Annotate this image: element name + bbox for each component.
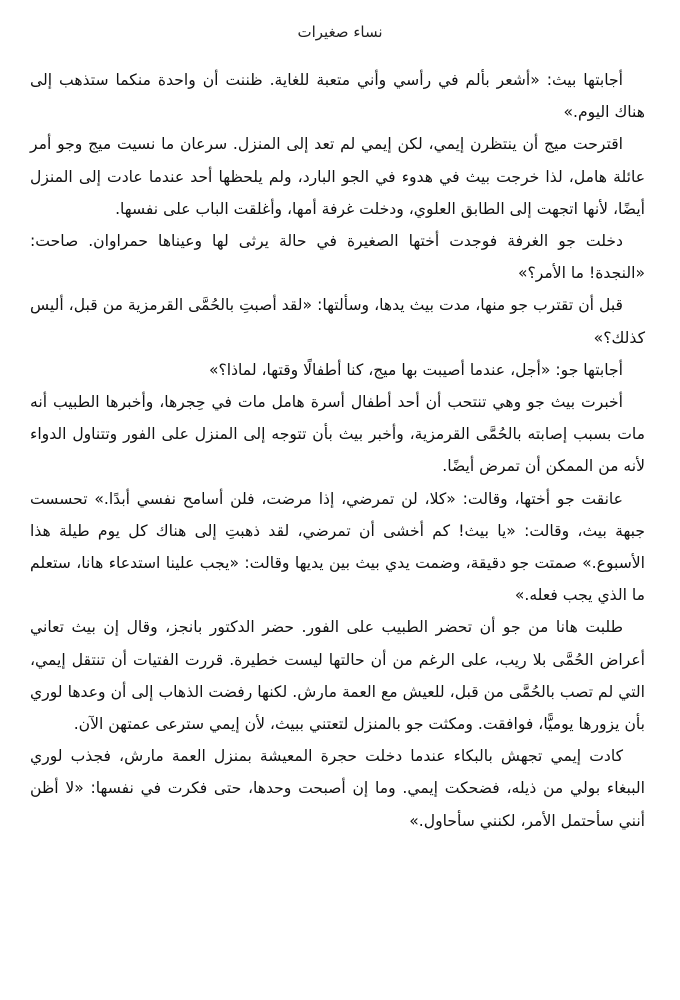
paragraph: عانقت جو أختها، وقالت: «كلا، لن تمرضي، إذا مرضت، فلن أسامح نفسي أبدًا.» تحسست جبهة بيث، وقالت: «يا بيث! كم أخشى أن تمرضي، لقد ذهبتِ إلى هناك كل يوم طيلة هذا الأسبوع.» صمتت جو دقيقة، وضمت يدي بيث بين يديها وقالت: «يجب علينا استدعاء هانا، ستعلم ما الذي يجب فعله.» <box>30 489 645 605</box>
paragraph: أجابتها جو: «أجل، عندما أصيبت بها ميج، كنا أطفالًا وقتها، لماذا؟» <box>208 360 623 379</box>
body-text <box>30 64 645 837</box>
paragraph: دخلت جو الغرفة فوجدت أختها الصغيرة في حالة يرثى لها وعيناها حمراوان. صاحت: «النجدة! ما الأمر؟» <box>30 232 645 283</box>
paragraph: أجابتها بيث: «أشعر بألم في رأسي وأني متعبة للغاية. ظننت أن واحدة منكما ستذهب إلى هناك اليوم.» <box>30 71 645 122</box>
running-title: نساء صغيرات <box>297 23 383 41</box>
paragraph: طلبت هانا من جو أن تحضر الطبيب على الفور. حضر الدكتور بانجز، وقال إن بيث تعاني أعراض الحُمَّى بلا ريب، على الرغم من أن حالتها ليست خطيرة. قررت الفتيات أن تنتقل إيمي، التي لم تصب بالحُمَّى من قبل، للعيش مع العمة مارش. لكنها رفضت الذهاب إلى أن وعدها لوري بأن يزورها يوميًّا، فوافقت. ومكثت جو بالمنزل لتعتني ببيث، لأن إيمي سترعى عمتهن الآن. <box>30 618 645 734</box>
paragraph: أخبرت بيث جو وهي تنتحب أن أحد أطفال أسرة هامل مات في حِجرها، وأخبرها الطبيب أنه مات بسبب إصابته بالحُمَّى القرمزية، وأخبر بيث بأن تتوجه إلى المنزل على الفور وتتناول الدواء لأنه من الممكن أن تمرض أيضًا. <box>30 393 645 476</box>
paragraph: اقترحت ميج أن ينتظرن إيمي، لكن إيمي لم تعد إلى المنزل. سرعان ما نسيت ميج وجو أمر عائلة هامل، لذا خرجت بيث في هدوء في الجو البارد، ولم يلحظها أحد عندما عادت إلى المنزل أيضًا، لأنها اتجهت إلى الطابق العلوي، ودخلت غرفة أمها، وأغلقت الباب على نفسها. <box>30 135 645 218</box>
paragraph: كادت إيمي تجهش بالبكاء عندما دخلت حجرة المعيشة بمنزل العمة مارش، فجذب لوري الببغاء بولي من ذيله، فضحكت إيمي. وما إن أصبحت وحدها، حتى فكرت في نفسها: «لا أظن أنني سأحتمل الأمر، لكنني سأحاول.» <box>30 747 645 830</box>
paragraph: قبل أن تقترب جو منها، مدت بيث يدها، وسألتها: «لقد أصبتِ بالحُمَّى القرمزية من قبل، أليس كذلك؟» <box>30 296 645 347</box>
